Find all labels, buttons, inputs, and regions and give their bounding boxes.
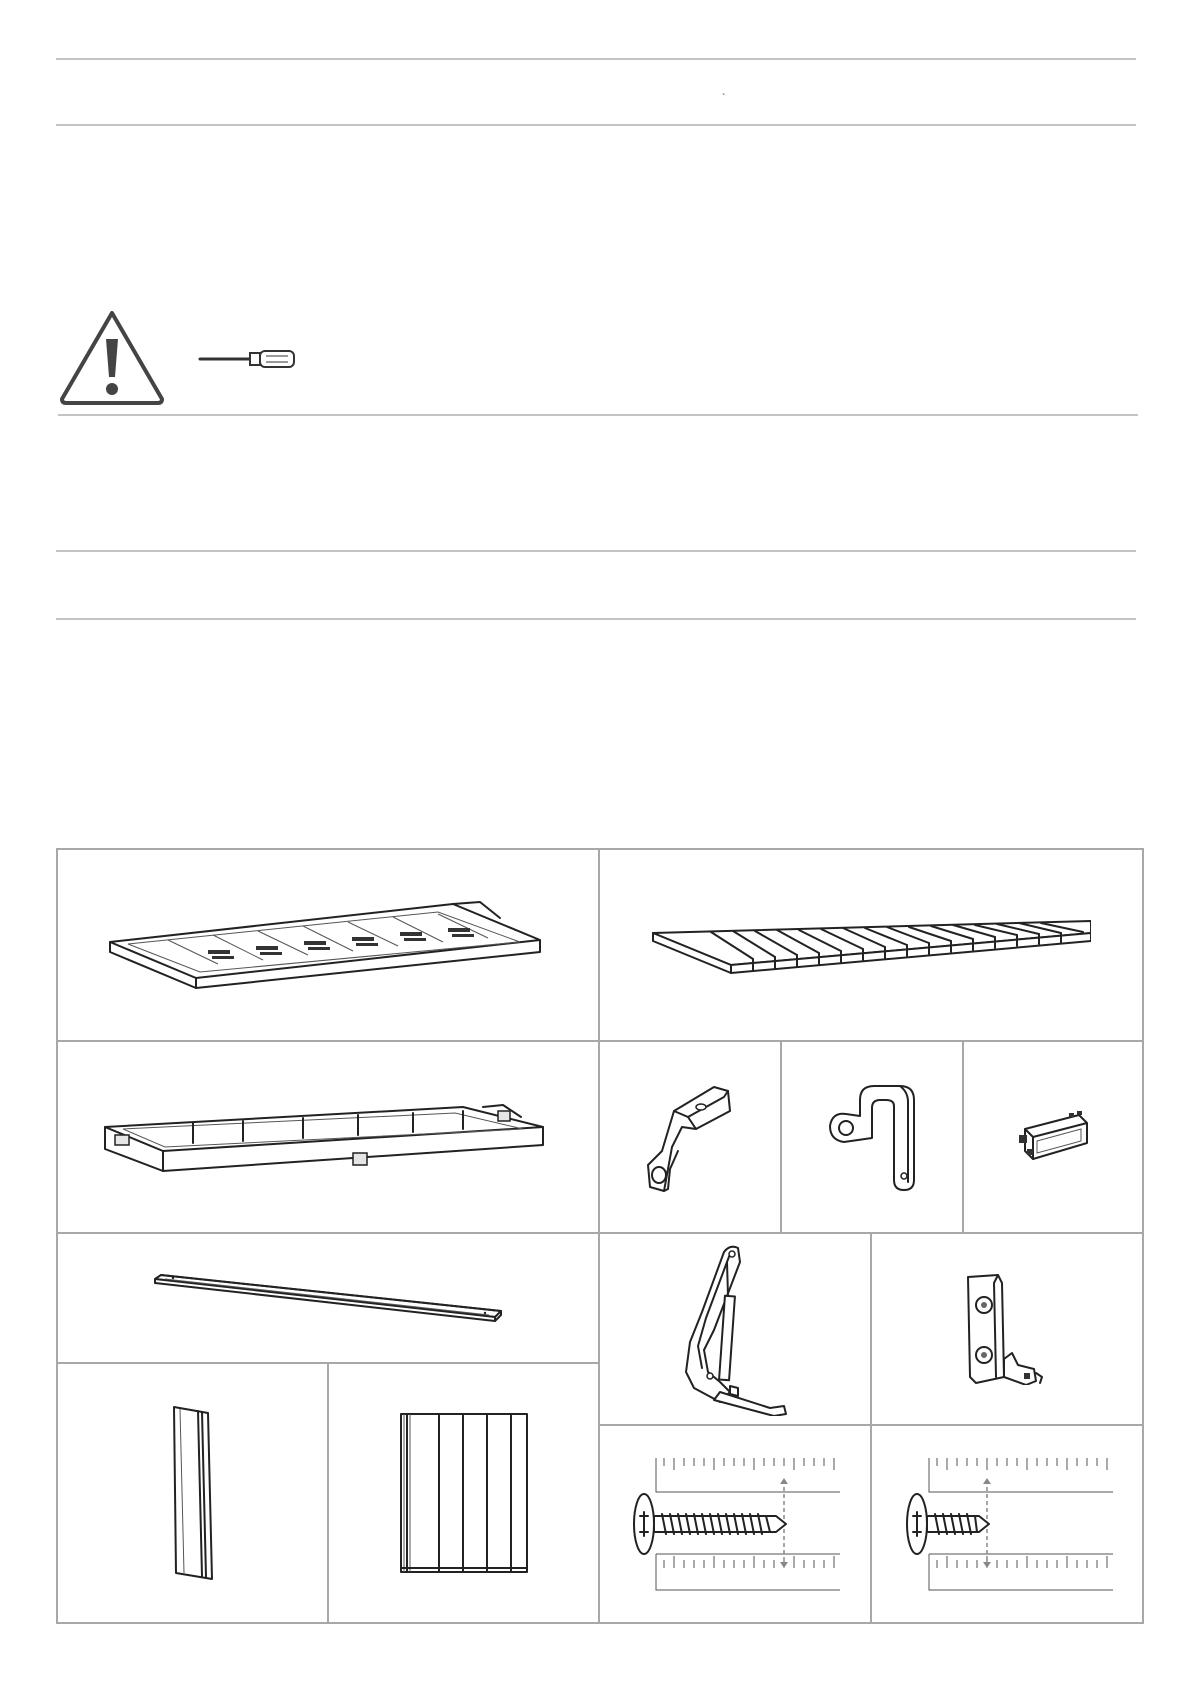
wall-panel-illustration bbox=[399, 1412, 529, 1574]
screwdriver-icon bbox=[198, 348, 298, 370]
part-cell-u-bracket bbox=[782, 1042, 964, 1234]
header-top-rule bbox=[56, 58, 1136, 60]
small-clip-illustration bbox=[1015, 1109, 1091, 1165]
long-rail-illustration bbox=[153, 1273, 503, 1323]
part-cell-z-bracket bbox=[600, 1042, 782, 1234]
side-slat-illustration bbox=[172, 1405, 214, 1581]
gas-strut-hinge-illustration bbox=[680, 1242, 790, 1416]
section-rule-2 bbox=[56, 550, 1136, 552]
u-bracket-illustration bbox=[824, 1082, 920, 1192]
part-cell-short-screw bbox=[872, 1426, 1144, 1622]
part-cell-gas-strut-hinge bbox=[600, 1234, 872, 1426]
header-bottom-rule bbox=[56, 124, 1136, 126]
part-cell-side-slat bbox=[58, 1364, 329, 1622]
part-cell-long-screw bbox=[600, 1426, 872, 1622]
warning-triangle-icon bbox=[58, 309, 166, 405]
parts-grid bbox=[56, 848, 1144, 1624]
slatted-floor-panel-illustration bbox=[651, 915, 1091, 975]
z-bracket-illustration bbox=[644, 1081, 736, 1193]
part-cell-slatted-floor-panel bbox=[600, 850, 1144, 1042]
part-cell-corner-bracket bbox=[872, 1234, 1144, 1426]
section-rule-1 bbox=[58, 414, 1138, 416]
part-cell-small-clip bbox=[964, 1042, 1144, 1234]
part-cell-long-rail bbox=[58, 1234, 600, 1364]
section-rule-3 bbox=[56, 618, 1136, 620]
header-mark: ` bbox=[722, 93, 726, 104]
part-cell-wall-panel bbox=[329, 1364, 600, 1622]
part-cell-base-tray bbox=[58, 1042, 600, 1234]
long-screw-illustration bbox=[630, 1456, 840, 1592]
short-screw-illustration bbox=[903, 1456, 1113, 1592]
part-cell-lid-panel bbox=[58, 850, 600, 1042]
lid-panel-illustration bbox=[108, 900, 548, 990]
base-tray-illustration bbox=[103, 1097, 553, 1177]
corner-bracket-illustration bbox=[962, 1273, 1052, 1385]
